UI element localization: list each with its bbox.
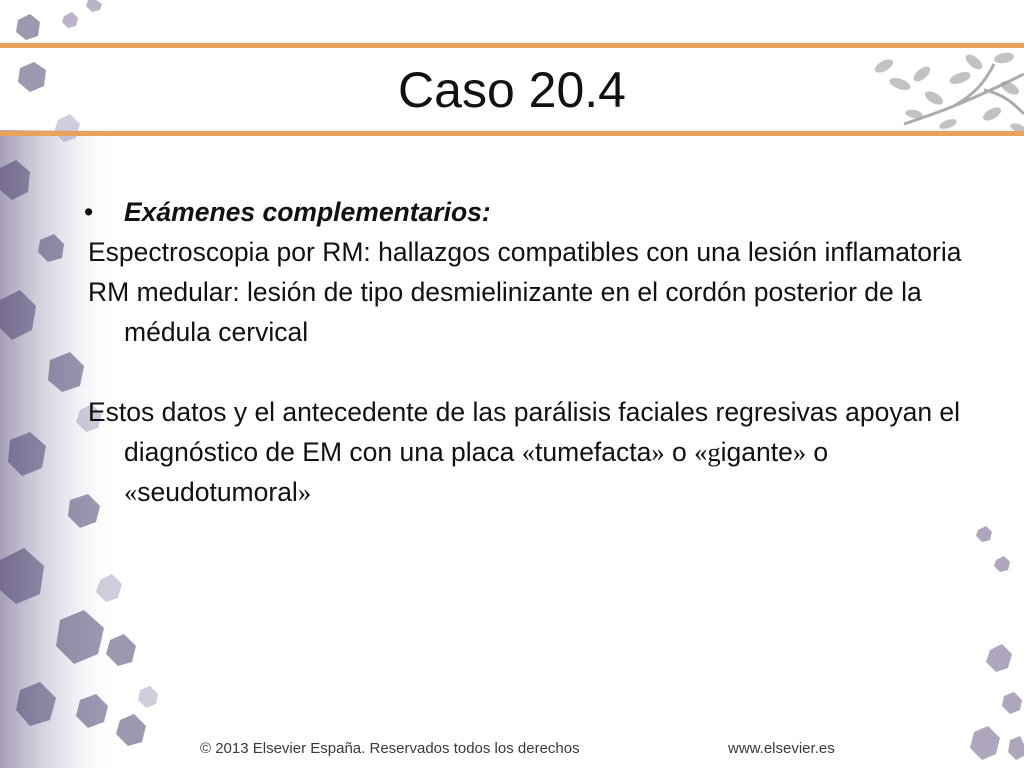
spacer xyxy=(88,352,968,392)
connector-o: o xyxy=(664,437,695,467)
footer-copyright: © 2013 Elsevier España. Reservados todos los derechos xyxy=(200,740,580,757)
quote-open: « xyxy=(124,477,138,507)
conclusion-text: Estos datos y el antecedente de las parálisis faciales regresivas apoyan el diagnóstico de EM con una placa xyxy=(88,397,961,467)
right-hexagon-decoration xyxy=(954,500,1024,768)
top-hexagon-decoration xyxy=(0,0,140,40)
title-underline-bar xyxy=(0,131,1024,136)
bullet-heading-line xyxy=(84,192,968,232)
bullet-heading: Exámenes complementarios: xyxy=(124,197,491,227)
paragraph-conclusion xyxy=(88,392,968,512)
top-accent-bar xyxy=(0,43,1024,48)
bullet-icon: • xyxy=(84,197,94,227)
quote-close: » xyxy=(651,437,665,467)
quote-open: « xyxy=(694,437,708,467)
footer-url: www.elsevier.es xyxy=(728,740,835,757)
term-gigante: igante xyxy=(720,437,793,467)
quote-close: » xyxy=(297,477,312,507)
connector-o: o xyxy=(806,437,829,467)
slide-title: Caso 20.4 xyxy=(398,62,626,118)
slide-body xyxy=(84,192,968,512)
quote-open: « xyxy=(521,437,536,467)
term-seudotumoral: seudotumoral xyxy=(137,477,298,507)
quote-close: » xyxy=(792,437,807,467)
term-gigante-first-letter: g xyxy=(707,437,721,467)
term-tumefacta: tumefacta xyxy=(535,437,652,467)
paragraph-spectroscopy: Espectroscopia por RM: hallazgos compatibles con una lesión inflamatoria xyxy=(88,237,962,267)
paragraph-rm-medular: RM medular: lesión de tipo desmielinizante en el cordón posterior de la médula cervical xyxy=(88,277,922,347)
